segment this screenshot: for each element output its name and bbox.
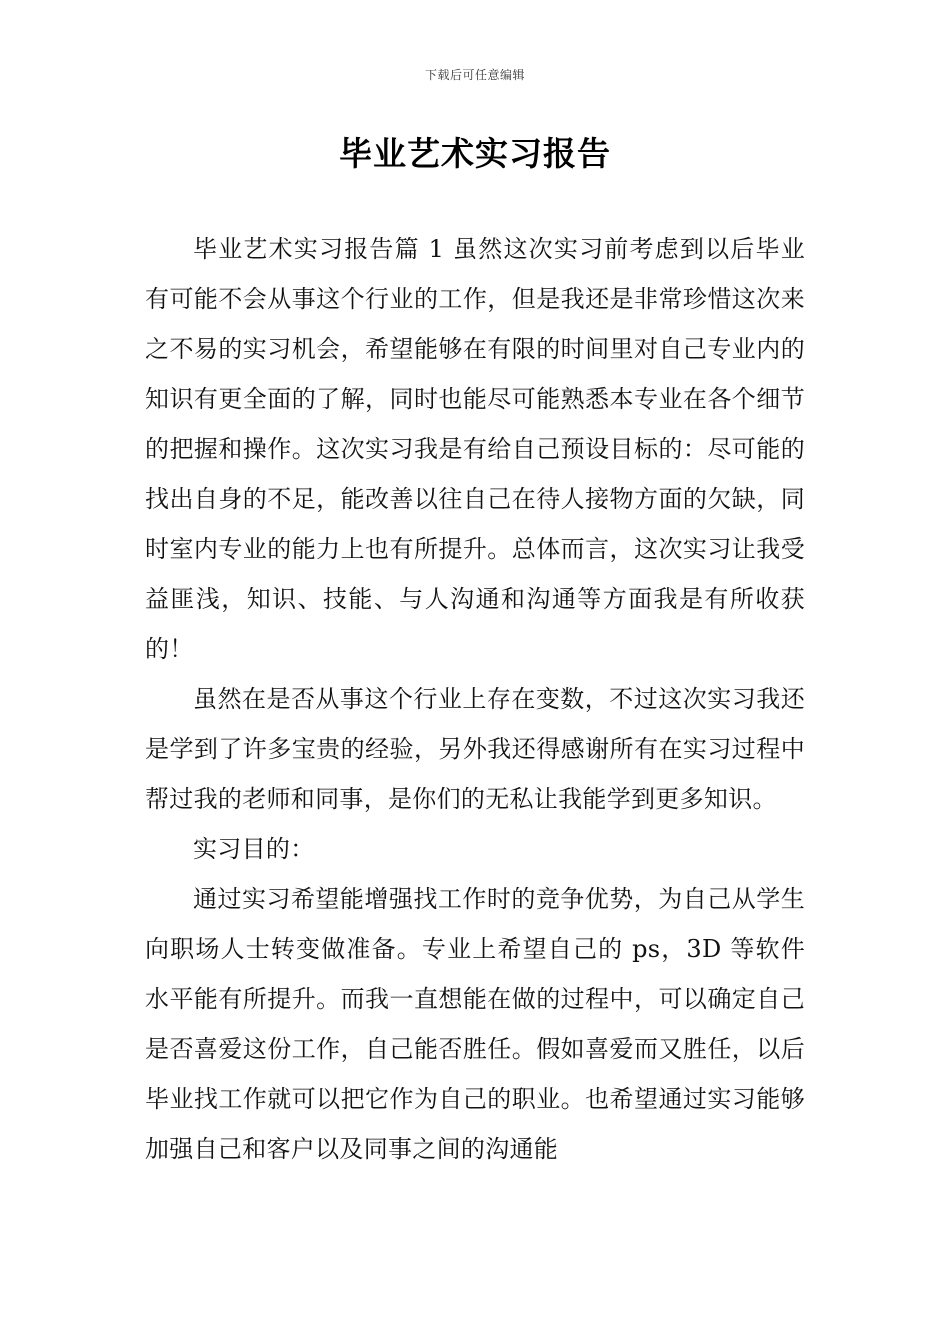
paragraph-purpose-heading: 实习目的： <box>193 835 315 863</box>
document-body <box>145 224 805 1174</box>
paragraph-intro: 毕业艺术实习报告篇 1 虽然这次实习前考虑到以后毕业有可能不会从事这个行业的工作，但是我还是非常珍惜这次来之不易的实习机会，希望能够在有限的时间里对自己专业内的知识有更全面的了解，同时也能尽可能熟悉本专业在各个细节的把握和操作。这次实习我是有给自己预设目标的：尽可能的找出自身的不足，能改善以往自己在待人接物方面的欠缺，同时室内专业的能力上也有所提升。总体而言，这次实习让我受益匪浅，知识、技能、与人沟通和沟通等方面我是有所收获的！ <box>145 235 805 663</box>
paragraph-purpose: 通过实习希望能增强找工作时的竞争优势，为自己从学生向职场人士转变做准备。专业上希望自己的 ps，3D 等软件水平能有所提升。而我一直想能在做的过程中，可以确定自己是否喜爱这份工作，自己能否胜任。假如喜爱而又胜任，以后毕业找工作就可以把它作为自己的职业。也希望通过实习能够加强自己和客户以及同事之间的沟通能 <box>145 885 805 1163</box>
paragraph-gratitude: 虽然在是否从事这个行业上存在变数，不过这次实习我还是学到了许多宝贵的经验，另外我还得感谢所有在实习过程中帮过我的老师和同事，是你们的无私让我能学到更多知识。 <box>145 685 805 813</box>
document-title: 毕业艺术实习报告 <box>339 134 611 173</box>
header-note: 下载后可任意编辑 <box>424 68 525 82</box>
